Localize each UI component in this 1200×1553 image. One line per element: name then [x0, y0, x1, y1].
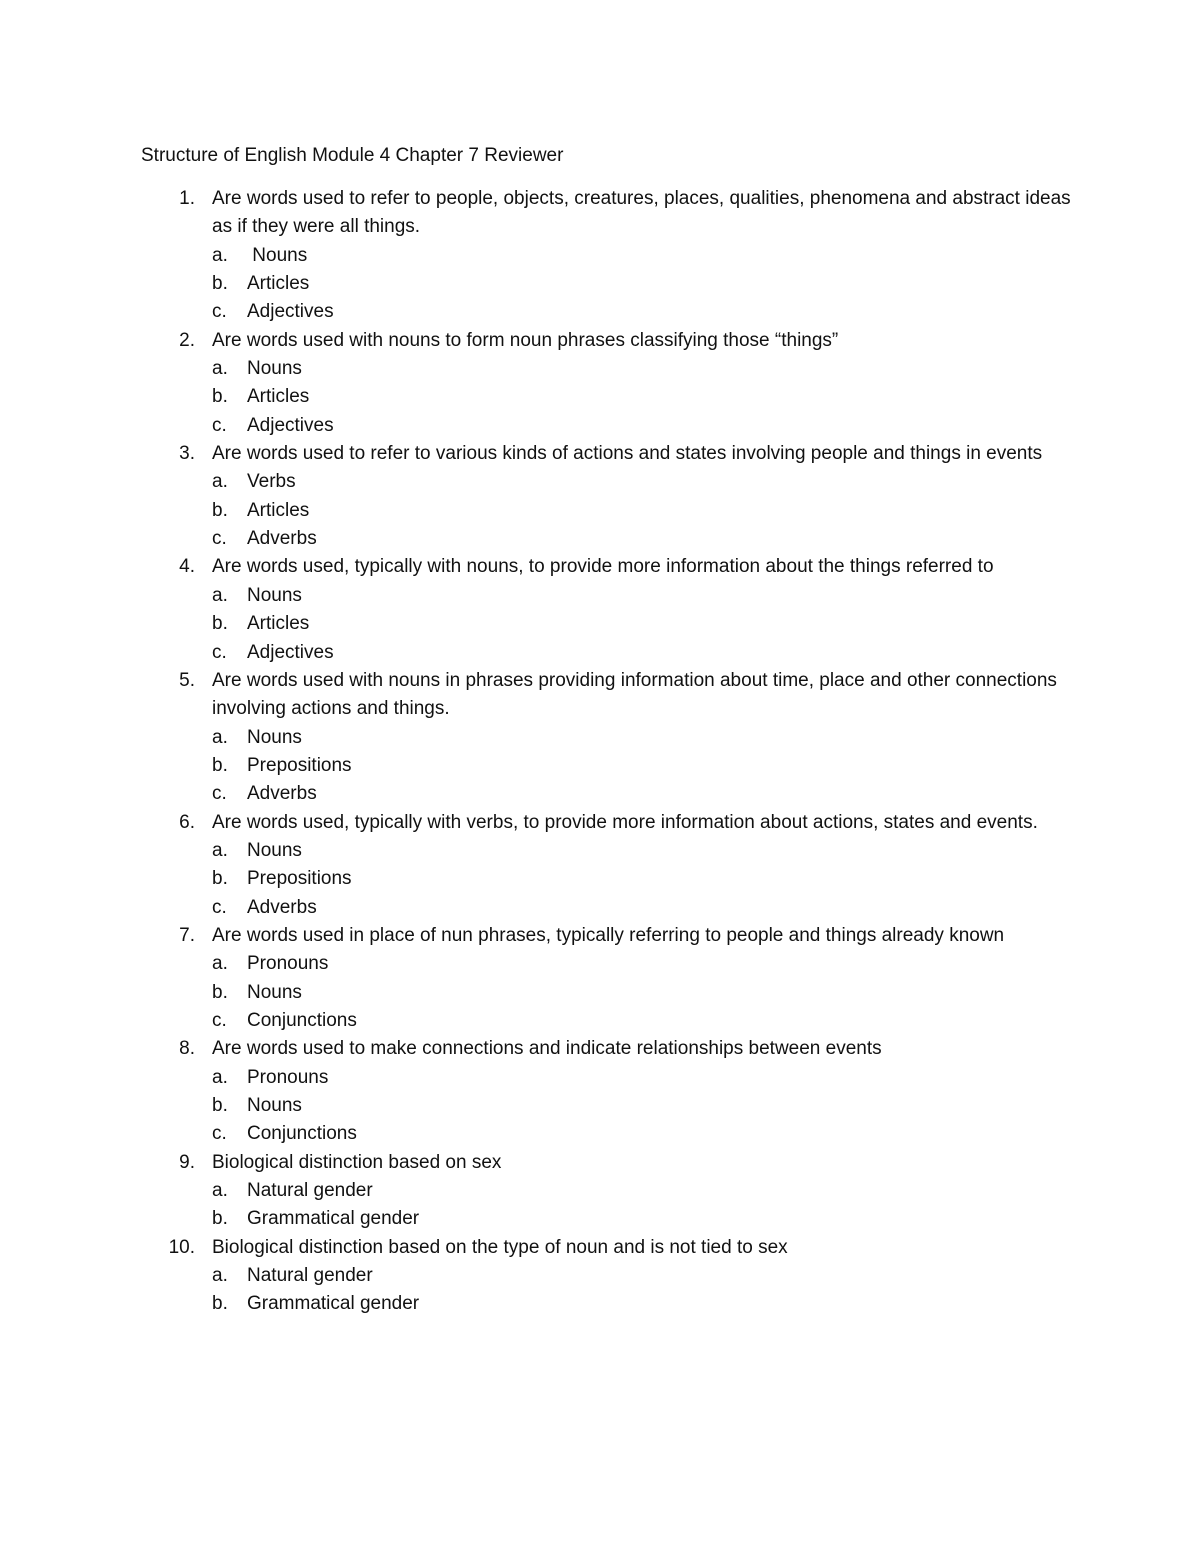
option-list: [212, 582, 1071, 667]
question-item: [141, 1234, 1071, 1319]
question-text: Are words used with nouns in phrases providing information about time, place and other connections involving actions and things.: [212, 669, 1057, 720]
option-letter: a.: [212, 953, 228, 975]
option-list: [212, 242, 1071, 327]
question-number: 2.: [179, 329, 195, 351]
option-item: [212, 270, 1071, 298]
option-letter: b.: [212, 868, 228, 890]
question-item: [141, 440, 1071, 553]
question-text: Are words used, typically with verbs, to provide more information about actions, states and events.: [212, 811, 1038, 833]
option-text: Grammatical gender: [247, 1208, 420, 1230]
option-letter: c.: [212, 414, 227, 436]
option-item: [212, 412, 1071, 440]
option-letter: b.: [212, 499, 228, 521]
question-number: 10.: [168, 1236, 195, 1258]
option-list: [212, 468, 1071, 553]
question-item: [141, 553, 1071, 666]
question-text: Are words used with nouns to form noun phrases classifying those “things”: [212, 329, 839, 351]
option-text: Verbs: [247, 471, 296, 493]
option-letter: a.: [212, 1265, 228, 1287]
option-list: [212, 724, 1071, 809]
question-item: [141, 1149, 1071, 1234]
question-item: [141, 667, 1071, 809]
option-letter: b.: [212, 754, 228, 776]
option-text: Articles: [247, 386, 310, 408]
option-item: [212, 468, 1071, 496]
option-letter: b.: [212, 386, 228, 408]
question-text: Biological distinction based on the type of noun and is not tied to sex: [212, 1236, 788, 1258]
question-item: [141, 922, 1071, 1035]
option-letter: c.: [212, 301, 227, 323]
option-letter: a.: [212, 244, 228, 266]
option-text: Nouns: [247, 1095, 302, 1116]
option-item: [212, 1007, 1071, 1035]
option-item: [212, 894, 1071, 922]
option-text: Articles: [247, 613, 310, 635]
option-list: [212, 950, 1071, 1035]
option-letter: a.: [212, 1180, 228, 1202]
question-number: 4.: [179, 556, 195, 578]
option-text: Adverbs: [247, 528, 317, 550]
question-text: Are words used, typically with nouns, to provide more information about the things referred to: [212, 556, 994, 578]
question-item: [141, 809, 1071, 922]
option-letter: a.: [212, 358, 228, 380]
question-number: 6.: [179, 811, 195, 833]
option-item: [212, 1205, 1071, 1233]
option-item: [212, 865, 1071, 893]
question-number: 9.: [179, 1151, 195, 1173]
option-item: [212, 383, 1071, 411]
option-text: Nouns: [247, 584, 302, 606]
option-text: Adjectives: [247, 414, 334, 436]
option-letter: c.: [212, 896, 227, 918]
question-number: 5.: [179, 669, 195, 691]
question-number: 3.: [179, 443, 195, 465]
option-list: [212, 355, 1071, 440]
option-list: [212, 1064, 1071, 1149]
option-text: Adverbs: [247, 783, 317, 805]
option-letter: c.: [212, 783, 227, 805]
option-text: Nouns: [247, 726, 302, 748]
option-text: Grammatical gender: [247, 1293, 420, 1315]
option-item: [212, 837, 1071, 865]
option-letter: b.: [212, 613, 228, 635]
option-letter: b.: [212, 1293, 228, 1315]
question-text: Are words used to refer to people, objects, creatures, places, qualities, phenomena and abstract ideas as if they were all things.: [212, 188, 1071, 238]
option-list: [212, 1262, 1071, 1319]
question-text: Are words used in place of nun phrases, typically referring to people and things already known: [212, 924, 1005, 946]
option-text: Adjectives: [247, 301, 334, 323]
option-text: Conjunctions: [247, 1123, 357, 1145]
option-list: [212, 1177, 1071, 1234]
option-item: [212, 355, 1071, 383]
option-item: [212, 582, 1071, 610]
option-item: [212, 1120, 1071, 1148]
option-item: [212, 639, 1071, 667]
option-item: [212, 979, 1071, 1007]
option-item: [212, 780, 1071, 808]
question-text: Are words used to refer to various kinds of actions and states involving people and things in events: [212, 443, 1043, 465]
question-number: 1.: [179, 188, 195, 209]
option-item: [212, 752, 1071, 780]
option-letter: a.: [212, 839, 228, 861]
question-number: 7.: [179, 924, 195, 946]
option-text: Natural gender: [247, 1180, 373, 1202]
option-item: [212, 1092, 1071, 1120]
document-title: Structure of English Module 4 Chapter 7 Reviewer: [141, 145, 564, 166]
option-letter: b.: [212, 273, 228, 295]
option-letter: b.: [212, 1208, 228, 1230]
option-letter: c.: [212, 1009, 227, 1031]
option-letter: c.: [212, 528, 227, 550]
option-item: [212, 1290, 1071, 1318]
option-text: Articles: [247, 273, 310, 295]
option-letter: a.: [212, 471, 228, 493]
question-number: 8.: [179, 1038, 195, 1060]
option-item: [212, 610, 1071, 638]
option-text: Conjunctions: [247, 1009, 357, 1031]
option-item: [212, 1177, 1071, 1205]
option-text: Articles: [247, 499, 310, 521]
option-letter: c.: [212, 1123, 227, 1145]
option-text: Nouns: [247, 244, 308, 266]
option-text: Nouns: [247, 981, 302, 1003]
option-text: Adverbs: [247, 896, 317, 918]
option-text: Nouns: [247, 358, 302, 380]
option-item: [212, 1262, 1071, 1290]
option-item: [212, 950, 1071, 978]
option-letter: b.: [212, 1095, 228, 1116]
option-item: [212, 724, 1071, 752]
option-list: [212, 837, 1071, 922]
option-text: Adjectives: [247, 641, 334, 663]
question-text: Biological distinction based on sex: [212, 1151, 502, 1173]
option-letter: c.: [212, 641, 227, 663]
option-item: [212, 242, 1071, 270]
option-item: [212, 1064, 1071, 1092]
option-text: Nouns: [247, 839, 302, 861]
question-item: [141, 327, 1071, 440]
question-list: [141, 185, 1071, 1319]
option-item: [212, 497, 1071, 525]
option-item: [212, 298, 1071, 326]
option-letter: a.: [212, 726, 228, 748]
option-text: Pronouns: [247, 953, 329, 975]
option-letter: b.: [212, 981, 228, 1003]
option-text: Natural gender: [247, 1265, 373, 1287]
option-text: Pronouns: [247, 1066, 329, 1088]
option-letter: a.: [212, 1066, 228, 1088]
question-item: [141, 1035, 1071, 1148]
question-text: Are words used to make connections and indicate relationships between events: [212, 1038, 882, 1060]
option-text: Prepositions: [247, 754, 352, 776]
question-item: [141, 185, 1071, 327]
option-letter: a.: [212, 584, 228, 606]
option-text: Prepositions: [247, 868, 352, 890]
option-item: [212, 525, 1071, 553]
